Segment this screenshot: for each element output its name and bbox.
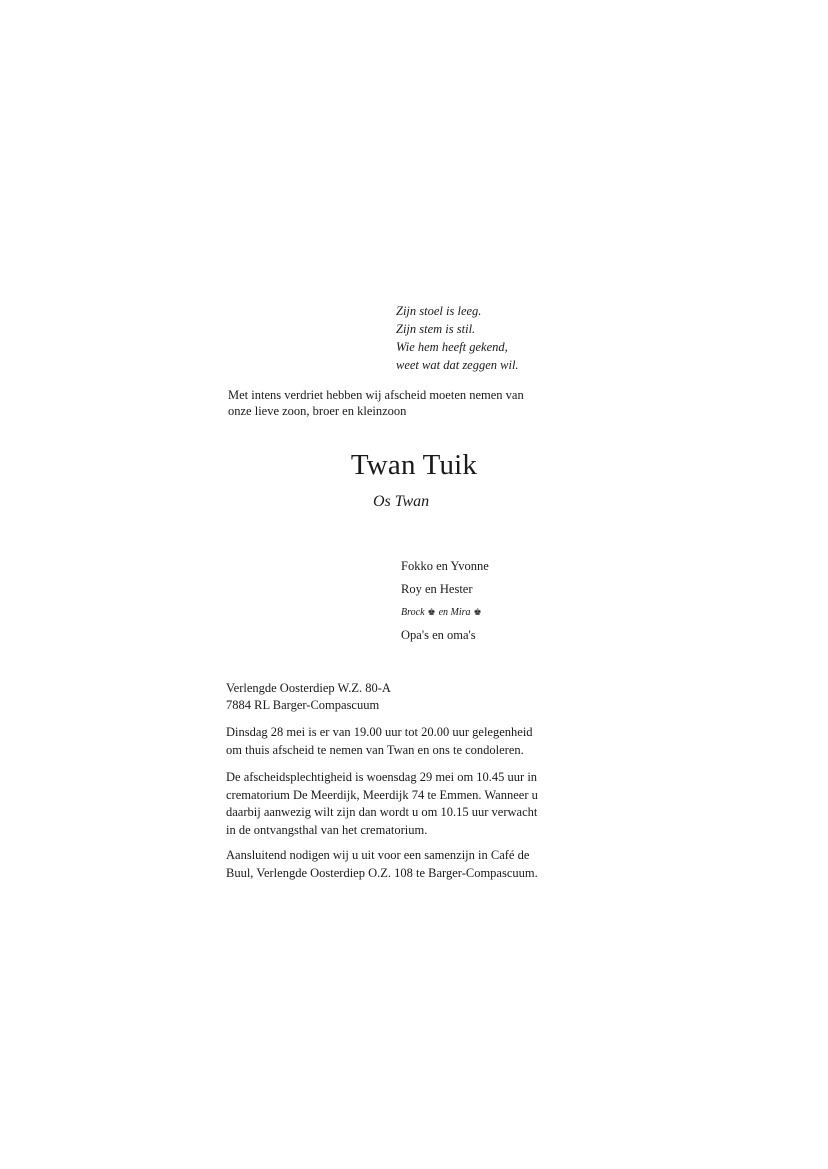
family-grandparents: Opa's en oma's [401, 628, 476, 642]
paragraph-line: Aansluitend nodigen wij u uit voor een samenzijn in Café de [226, 848, 530, 862]
home-address [226, 680, 391, 714]
family-parents: Fokko en Yvonne [401, 559, 489, 573]
family-deceased-siblings [401, 603, 489, 626]
intro-line: onze lieve zoon, broer en kleinzoon [228, 404, 407, 418]
connector-text: en [438, 607, 449, 618]
paragraph-line: Dinsdag 28 mei is er van 19.00 uur tot 20.00 uur gelegenheid [226, 725, 533, 739]
deceased-sibling-name: Mira [450, 607, 471, 618]
deceased-mark-icon: ♚ [473, 607, 482, 617]
condolence-paragraph [226, 724, 594, 759]
poem [396, 302, 519, 374]
family-sibling: Roy en Hester [401, 582, 473, 596]
deceased-name: Twan Tuik [350, 449, 478, 481]
family-list [401, 557, 489, 649]
paragraph-line: daarbij aanwezig wilt zijn dan wordt u om 10.15 uur verwacht [226, 805, 538, 819]
poem-line: Zijn stoel is leeg. [396, 304, 482, 318]
gathering-paragraph [226, 847, 594, 882]
deceased-mark-icon: ♚ [427, 607, 436, 617]
ceremony-paragraph [226, 769, 594, 839]
poem-line: Wie hem heeft gekend, [396, 340, 508, 354]
address-street: Verlengde Oosterdiep W.Z. 80-A [226, 681, 391, 695]
paragraph-line: Buul, Verlengde Oosterdiep O.Z. 108 te Barger-Compascuum. [226, 865, 538, 880]
deceased-nickname: Os Twan [373, 493, 430, 510]
intro-text [228, 387, 588, 419]
paragraph-line: in de ontvangsthal van het crematorium. [226, 822, 428, 837]
paragraph-line: crematorium De Meerdijk, Meerdijk 74 te Emmen. Wanneer u [226, 787, 538, 802]
paragraph-line: om thuis afscheid te nemen van Twan en ons te condoleren. [226, 742, 524, 757]
address-postal: 7884 RL Barger-Compascuum [226, 698, 380, 712]
deceased-sibling-name: Brock [401, 607, 425, 618]
poem-line: Zijn stem is stil. [396, 322, 476, 336]
intro-line: Met intens verdriet hebben wij afscheid moeten nemen van [228, 388, 524, 402]
poem-line: weet wat dat zeggen wil. [396, 358, 519, 372]
paragraph-line: De afscheidsplechtigheid is woensdag 29 mei om 10.45 uur in [226, 770, 538, 784]
